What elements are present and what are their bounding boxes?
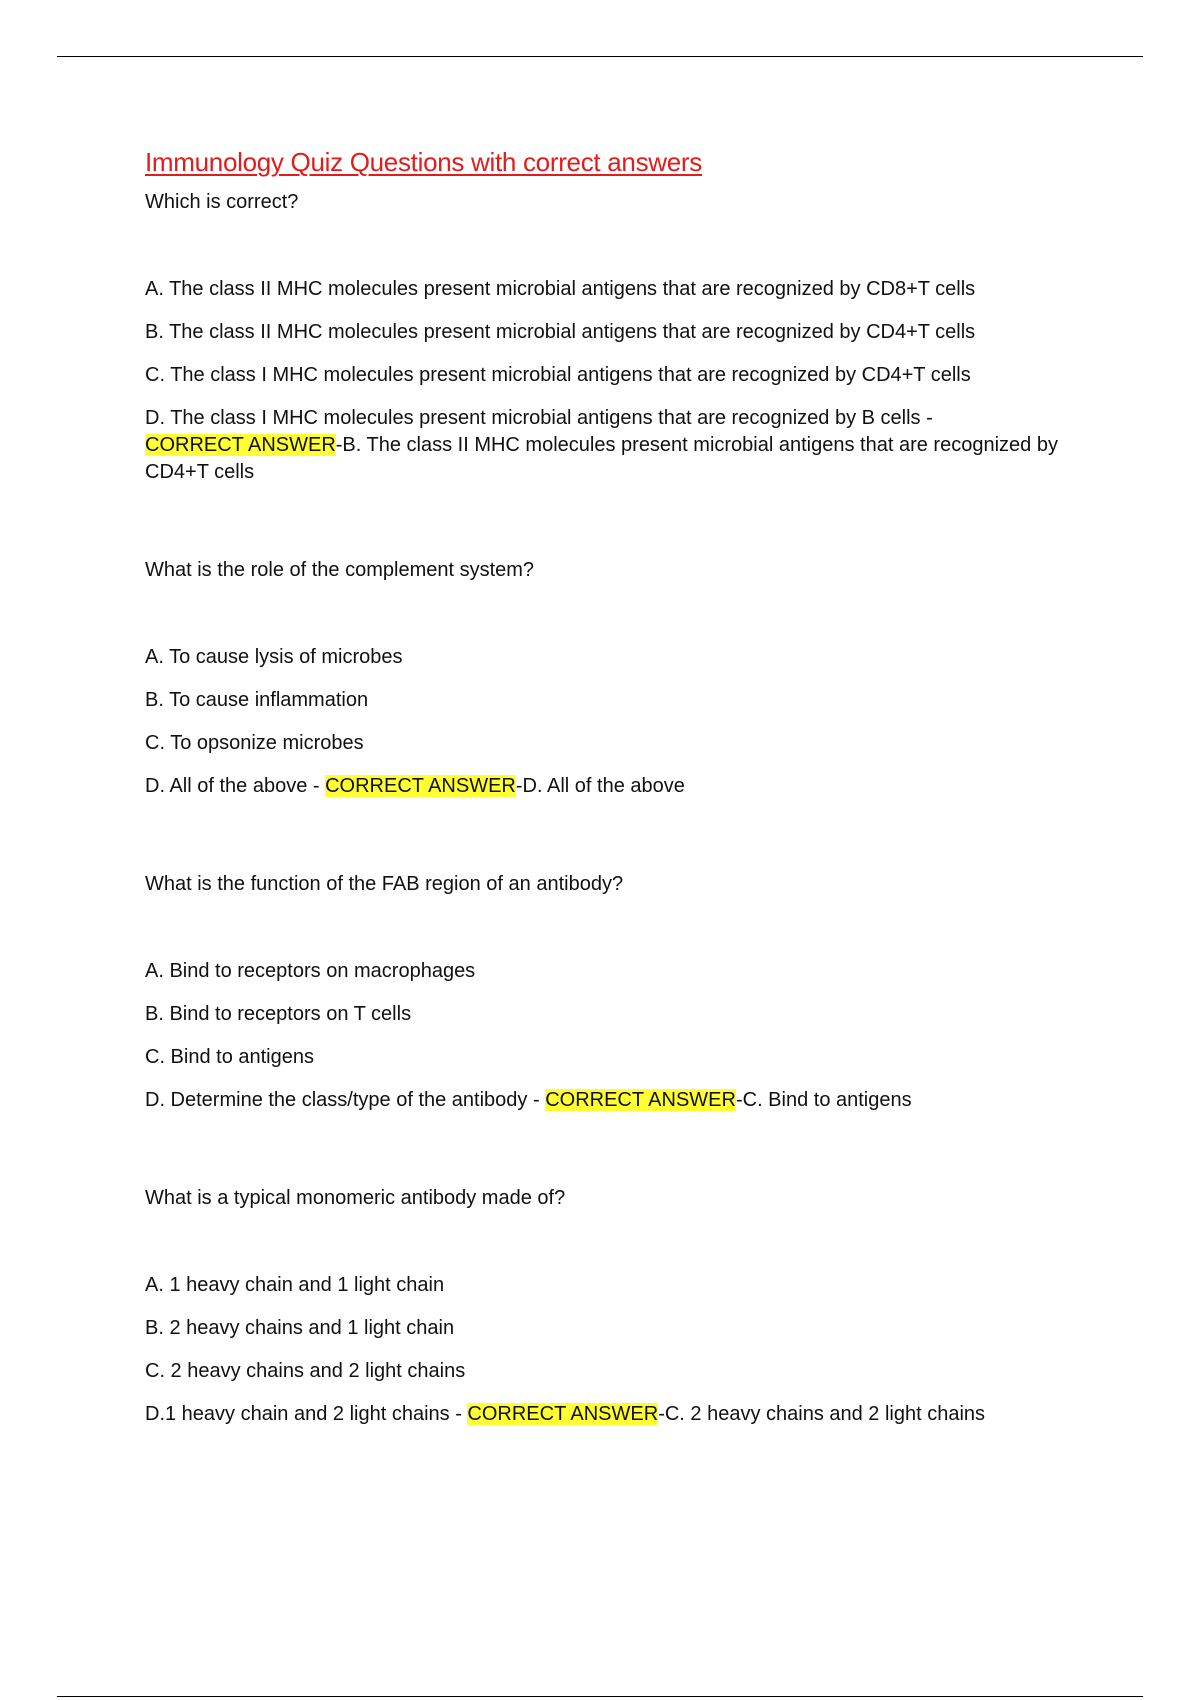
- options-list: [145, 276, 1085, 486]
- question-text: Which is correct?: [145, 191, 299, 213]
- correct-answer-text: -B. The class II MHC molecules present microbial antigens that are recognized by CD4+T cells: [145, 434, 1058, 483]
- option-c: C. To opsonize microbes: [145, 732, 364, 754]
- question-text: What is the function of the FAB region of an antibody?: [145, 873, 624, 895]
- correct-answer-marker: CORRECT ANSWER: [467, 1403, 659, 1425]
- option-d: D. The class I MHC molecules present microbial antigens that are recognized by B cells -: [145, 407, 933, 429]
- correct-answer-marker: CORRECT ANSWER: [145, 434, 336, 456]
- question-block-4: [145, 1185, 1085, 1428]
- correct-answer-text: -C. Bind to antigens: [735, 1089, 912, 1111]
- option-a: A. To cause lysis of microbes: [145, 646, 403, 668]
- option-d-with-answer: [145, 1087, 1085, 1114]
- option-c: C. The class I MHC molecules present microbial antigens that are recognized by CD4+T cells: [145, 364, 971, 386]
- question-block-1: [145, 189, 1085, 486]
- question-text: What is the role of the complement system?: [145, 559, 535, 581]
- option-b: B. To cause inflammation: [145, 689, 369, 711]
- option-d: D. Determine the class/type of the antibody -: [145, 1089, 546, 1111]
- option-d-with-answer: [145, 773, 1085, 800]
- option-a: A. The class II MHC molecules present microbial antigens that are recognized by CD8+T cells: [145, 278, 976, 300]
- option-b: B. 2 heavy chains and 1 light chain: [145, 1317, 455, 1339]
- correct-answer-text: -D. All of the above: [515, 775, 685, 797]
- option-d: D. All of the above -: [145, 775, 326, 797]
- document-body: [145, 145, 1085, 1428]
- option-c: C. Bind to antigens: [145, 1046, 314, 1068]
- document-title: Immunology Quiz Questions with correct answers: [145, 147, 702, 177]
- options-list: [145, 958, 1085, 1114]
- question-block-2: [145, 557, 1085, 800]
- question-block-3: [145, 871, 1085, 1114]
- option-a: A. Bind to receptors on macrophages: [145, 960, 476, 982]
- option-a: A. 1 heavy chain and 1 light chain: [145, 1274, 445, 1296]
- correct-answer-marker: CORRECT ANSWER: [545, 1089, 736, 1111]
- question-text: What is a typical monomeric antibody made of?: [145, 1187, 566, 1209]
- correct-answer-marker: CORRECT ANSWER: [325, 775, 516, 797]
- header-rule: [57, 56, 1143, 57]
- option-d: D.1 heavy chain and 2 light chains -: [145, 1403, 468, 1425]
- footer-rule: [57, 1696, 1143, 1697]
- option-d-with-answer: [145, 405, 1085, 486]
- option-b: B. The class II MHC molecules present microbial antigens that are recognized by CD4+T cells: [145, 321, 976, 343]
- options-list: [145, 644, 1085, 800]
- options-list: [145, 1272, 1085, 1428]
- option-c: C. 2 heavy chains and 2 light chains: [145, 1360, 466, 1382]
- correct-answer-text: -C. 2 heavy chains and 2 light chains: [658, 1403, 986, 1425]
- option-b: B. Bind to receptors on T cells: [145, 1003, 412, 1025]
- option-d-with-answer: [145, 1401, 1085, 1428]
